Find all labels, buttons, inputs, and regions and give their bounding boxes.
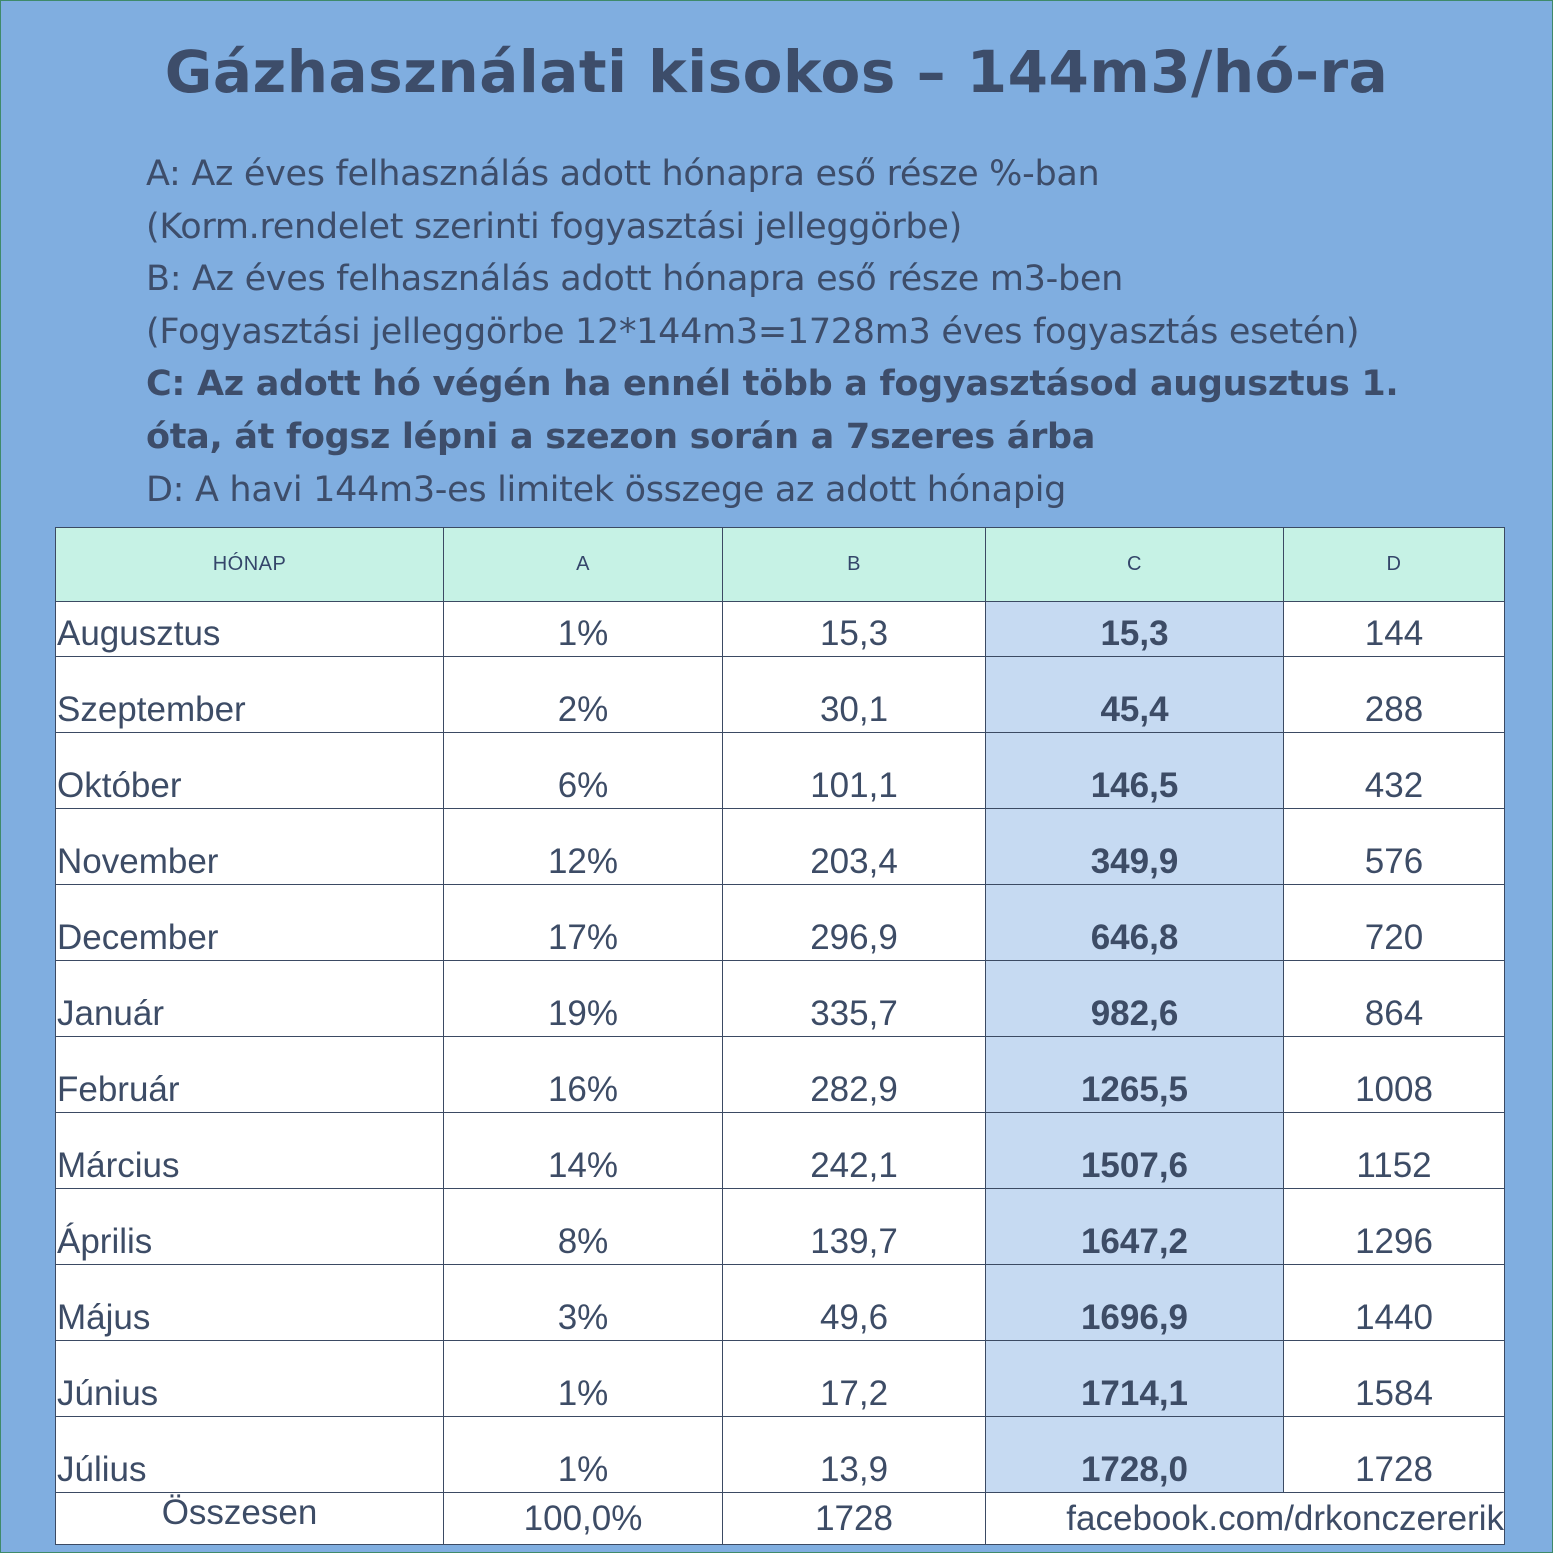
cell-d: 1584 [1284,1341,1505,1417]
cell-month: Szeptember [56,657,444,733]
legend-line-b: B: Az éves felhasználás adott hónapra eső része m3-ben [146,259,1123,300]
cell-b: 242,1 [723,1113,986,1189]
cell-a: 17% [444,885,723,961]
cell-month: Október [56,733,444,809]
cell-d: 1728 [1284,1417,1505,1493]
legend-line-d: D: A havi 144m3-es limitek összege az adott hónapig [146,469,1067,510]
legend-line-c: C: Az adott hó végén ha ennél több a fogyasztásod augusztus 1. [146,364,1399,405]
cell-month: Január [56,961,444,1037]
cell-b: 49,6 [723,1265,986,1341]
cell-month: Március [56,1113,444,1189]
cell-d: 576 [1284,809,1505,885]
cell-month: December [56,885,444,961]
cell-b: 296,9 [723,885,986,961]
legend-line-b-note: (Fogyasztási jelleggörbe 12*144m3=1728m3 éves fogyasztás esetén) [146,311,1360,352]
cell-month: Augusztus [56,602,444,657]
cell-a: 12% [444,809,723,885]
legend-description [146,148,1446,516]
cell-d: 1440 [1284,1265,1505,1341]
facebook-credit: facebook.com/drkonczererik [986,1493,1505,1545]
table-row [56,961,1505,1037]
cell-d: 720 [1284,885,1505,961]
cell-d: 864 [1284,961,1505,1037]
cell-b: 139,7 [723,1189,986,1265]
legend-line-a: A: Az éves felhasználás adott hónapra eső része %-ban [146,154,1100,194]
gas-usage-table [55,527,1505,1545]
page-title: Gázhasználati kisokos – 144m3/hó-ra [164,38,1389,106]
table-row [56,733,1505,809]
cell-d: 1152 [1284,1113,1505,1189]
table-row [56,809,1505,885]
table-row [56,1265,1505,1341]
cell-month: Június [56,1341,444,1417]
cell-a: 1% [444,1417,723,1493]
cell-d: 432 [1284,733,1505,809]
header-b: B [723,528,986,602]
cell-a: 1% [444,1341,723,1417]
legend-line-c-cont: óta, át fogsz lépni a szezon során a 7szeres árba [146,416,1096,457]
cell-c: 646,8 [986,885,1284,961]
cell-b: 17,2 [723,1341,986,1417]
cell-a: 8% [444,1189,723,1265]
cell-c: 349,9 [986,809,1284,885]
cell-c: 1696,9 [986,1265,1284,1341]
cell-a: 1% [444,602,723,657]
total-label: Összesen [56,1493,444,1545]
cell-a: 3% [444,1265,723,1341]
table-header-row [56,528,1505,602]
cell-d: 144 [1284,602,1505,657]
table-row [56,657,1505,733]
cell-c: 1265,5 [986,1037,1284,1113]
cell-b: 335,7 [723,961,986,1037]
cell-b: 101,1 [723,733,986,809]
total-a: 100,0% [444,1493,723,1545]
cell-month: Február [56,1037,444,1113]
cell-a: 6% [444,733,723,809]
table-row [56,1113,1505,1189]
cell-b: 15,3 [723,602,986,657]
cell-a: 14% [444,1113,723,1189]
table-row [56,1341,1505,1417]
total-b: 1728 [723,1493,986,1545]
cell-c: 15,3 [986,602,1284,657]
table-row [56,885,1505,961]
cell-b: 203,4 [723,809,986,885]
header-a: A [444,528,723,602]
cell-c: 45,4 [986,657,1284,733]
legend-line-a-note: (Korm.rendelet szerinti fogyasztási jelleggörbe) [146,206,962,247]
table-row [56,1417,1505,1493]
cell-month: Július [56,1417,444,1493]
cell-month: Április [56,1189,444,1265]
cell-c: 1507,6 [986,1113,1284,1189]
cell-a: 2% [444,657,723,733]
cell-c: 1647,2 [986,1189,1284,1265]
table-row [56,1037,1505,1113]
cell-d: 1008 [1284,1037,1505,1113]
cell-c: 982,6 [986,961,1284,1037]
header-c: C [986,528,1284,602]
cell-d: 1296 [1284,1189,1505,1265]
cell-month: November [56,809,444,885]
cell-b: 282,9 [723,1037,986,1113]
cell-c: 1728,0 [986,1417,1284,1493]
cell-c: 1714,1 [986,1341,1284,1417]
cell-b: 30,1 [723,657,986,733]
cell-d: 288 [1284,657,1505,733]
header-d: D [1284,528,1505,602]
table-row [56,602,1505,657]
cell-a: 19% [444,961,723,1037]
table-footer-row [56,1493,1505,1545]
cell-b: 13,9 [723,1417,986,1493]
cell-month: Május [56,1265,444,1341]
cell-c: 146,5 [986,733,1284,809]
table-row [56,1189,1505,1265]
header-month: HÓNAP [56,528,444,602]
cell-a: 16% [444,1037,723,1113]
